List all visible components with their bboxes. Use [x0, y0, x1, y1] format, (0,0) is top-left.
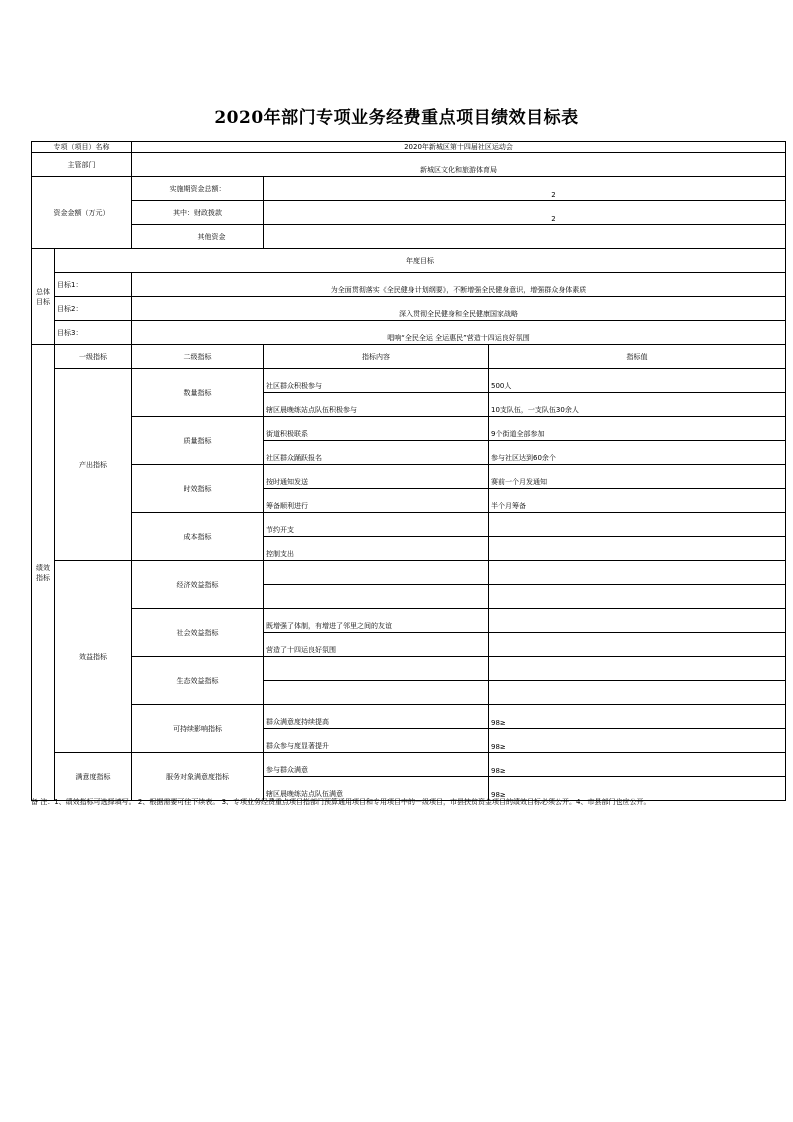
department-row	[32, 153, 786, 177]
department-label: 主管部门	[32, 153, 132, 177]
funds-fiscal-value: 2	[264, 201, 786, 225]
indicator-value: 500人	[489, 369, 786, 393]
funds-label: 资金金额（万元）	[32, 177, 132, 249]
indicator-content	[264, 585, 489, 609]
indicator-content: 既增强了体制，有增进了邻里之间的友谊	[264, 609, 489, 633]
performance-goal-table	[31, 141, 786, 801]
ecological-indicator-label: 生态效益指标	[132, 657, 264, 705]
indicator-content: 辖区晨晚练站点队伍积极参与	[264, 393, 489, 417]
annual-goal-header: 年度目标	[55, 249, 786, 273]
goal-row	[32, 297, 786, 321]
overall-label	[32, 249, 55, 345]
funds-total-value: 2	[264, 177, 786, 201]
header-value: 指标值	[489, 345, 786, 369]
indicator-row	[32, 369, 786, 393]
goal-text: 深入贯彻全民健身和全民健康国家战略	[132, 297, 786, 321]
indicator-value: 98≥	[489, 705, 786, 729]
indicator-content: 街道积极联系	[264, 417, 489, 441]
output-indicator-label: 产出指标	[55, 369, 132, 561]
indicator-content: 控制支出	[264, 537, 489, 561]
department-value: 新城区文化和旅游体育局	[132, 153, 786, 177]
project-row	[32, 142, 786, 153]
indicator-content: 参与群众满意	[264, 753, 489, 777]
goal-label: 目标3：	[55, 321, 132, 345]
indicator-row	[32, 561, 786, 585]
project-label: 专项（项目）名称	[32, 142, 132, 153]
overall-label-line1: 总体	[36, 287, 50, 296]
overall-label-line2: 目标	[36, 297, 50, 306]
header-level2: 二级指标	[132, 345, 264, 369]
indicator-content: 社区群众踊跃报名	[264, 441, 489, 465]
indicator-row	[32, 657, 786, 681]
funds-total-row	[32, 177, 786, 201]
social-indicator-label: 社会效益指标	[132, 609, 264, 657]
benefit-indicator-label: 效益指标	[55, 561, 132, 753]
goal-label: 目标2：	[55, 297, 132, 321]
funds-other-value	[264, 225, 786, 249]
goal-row	[32, 321, 786, 345]
indicator-row	[32, 513, 786, 537]
goal-row	[32, 273, 786, 297]
indicator-value	[489, 513, 786, 537]
funds-fiscal-row	[32, 201, 786, 225]
indicator-header-row	[32, 345, 786, 369]
indicator-content: 群众参与度显著提升	[264, 729, 489, 753]
indicator-row	[32, 609, 786, 633]
goal-text: 为全面贯彻落实《全民健身计划纲要》，不断增强全民健身意识，增强群众身体素质	[132, 273, 786, 297]
indicator-content: 按时通知发送	[264, 465, 489, 489]
indicator-value: 赛前一个月发通知	[489, 465, 786, 489]
page-title: 2020年部门专项业务经费重点项目绩效目标表	[214, 108, 579, 128]
indicator-value	[489, 657, 786, 681]
indicator-value	[489, 609, 786, 633]
indicator-row	[32, 753, 786, 777]
funds-other-label: 其他资金	[132, 225, 264, 249]
indicator-value: 半个月筹备	[489, 489, 786, 513]
goal-text: 唱响“全民全运 全运惠民”营造十四运良好氛围	[132, 321, 786, 345]
indicator-value	[489, 585, 786, 609]
project-value: 2020年新城区第十四届社区运动会	[132, 142, 786, 153]
indicator-value: 98≥	[489, 753, 786, 777]
indicator-value	[489, 681, 786, 705]
performance-label-line2: 指标	[36, 573, 50, 582]
cost-indicator-label: 成本指标	[132, 513, 264, 561]
indicator-value: 98≥	[489, 777, 786, 801]
timeliness-indicator-label: 时效指标	[132, 465, 264, 513]
indicator-content: 筹备顺利进行	[264, 489, 489, 513]
funds-other-row	[32, 225, 786, 249]
satisfaction-indicator-label: 满意度指标	[55, 753, 132, 801]
economic-indicator-label: 经济效益指标	[132, 561, 264, 609]
indicator-content: 群众满意度持续提高	[264, 705, 489, 729]
indicator-content: 节约开支	[264, 513, 489, 537]
indicator-value: 98≥	[489, 729, 786, 753]
indicator-content	[264, 561, 489, 585]
funds-total-label: 实施期资金总额：	[132, 177, 264, 201]
footnote: 备 注：1、绩效指标可选择填写。 2、根据需要可往下续表。 3、专项业务经费重点项目指部门预算通用项目和专用项目中的一级项目，市县扶贫资金项目的绩效目标必须公开。4、市县部门也应公开。	[31, 798, 651, 806]
indicator-content: 营造了十四运良好氛围	[264, 633, 489, 657]
header-level1: 一级指标	[55, 345, 132, 369]
indicator-content: 辖区晨晚练站点队伍满意	[264, 777, 489, 801]
header-content: 指标内容	[264, 345, 489, 369]
indicator-content: 社区群众积极参与	[264, 369, 489, 393]
indicator-row	[32, 705, 786, 729]
indicator-value	[489, 561, 786, 585]
indicator-value: 10支队伍，一支队伍30余人	[489, 393, 786, 417]
indicator-value: 9个街道全部参加	[489, 417, 786, 441]
indicator-row	[32, 417, 786, 441]
funds-fiscal-label: 其中：财政拨款	[132, 201, 264, 225]
quantity-indicator-label: 数量指标	[132, 369, 264, 417]
indicator-value	[489, 537, 786, 561]
sustainable-indicator-label: 可持续影响指标	[132, 705, 264, 753]
service-satisfaction-label: 服务对象满意度指标	[132, 753, 264, 801]
indicator-row	[32, 465, 786, 489]
performance-label-line1: 绩效	[36, 563, 50, 572]
quality-indicator-label: 质量指标	[132, 417, 264, 465]
indicator-value	[489, 633, 786, 657]
overall-header-row	[32, 249, 786, 273]
performance-label	[32, 345, 55, 801]
goal-label: 目标1：	[55, 273, 132, 297]
indicator-content	[264, 657, 489, 681]
indicator-value: 参与社区达到60余个	[489, 441, 786, 465]
indicator-content	[264, 681, 489, 705]
